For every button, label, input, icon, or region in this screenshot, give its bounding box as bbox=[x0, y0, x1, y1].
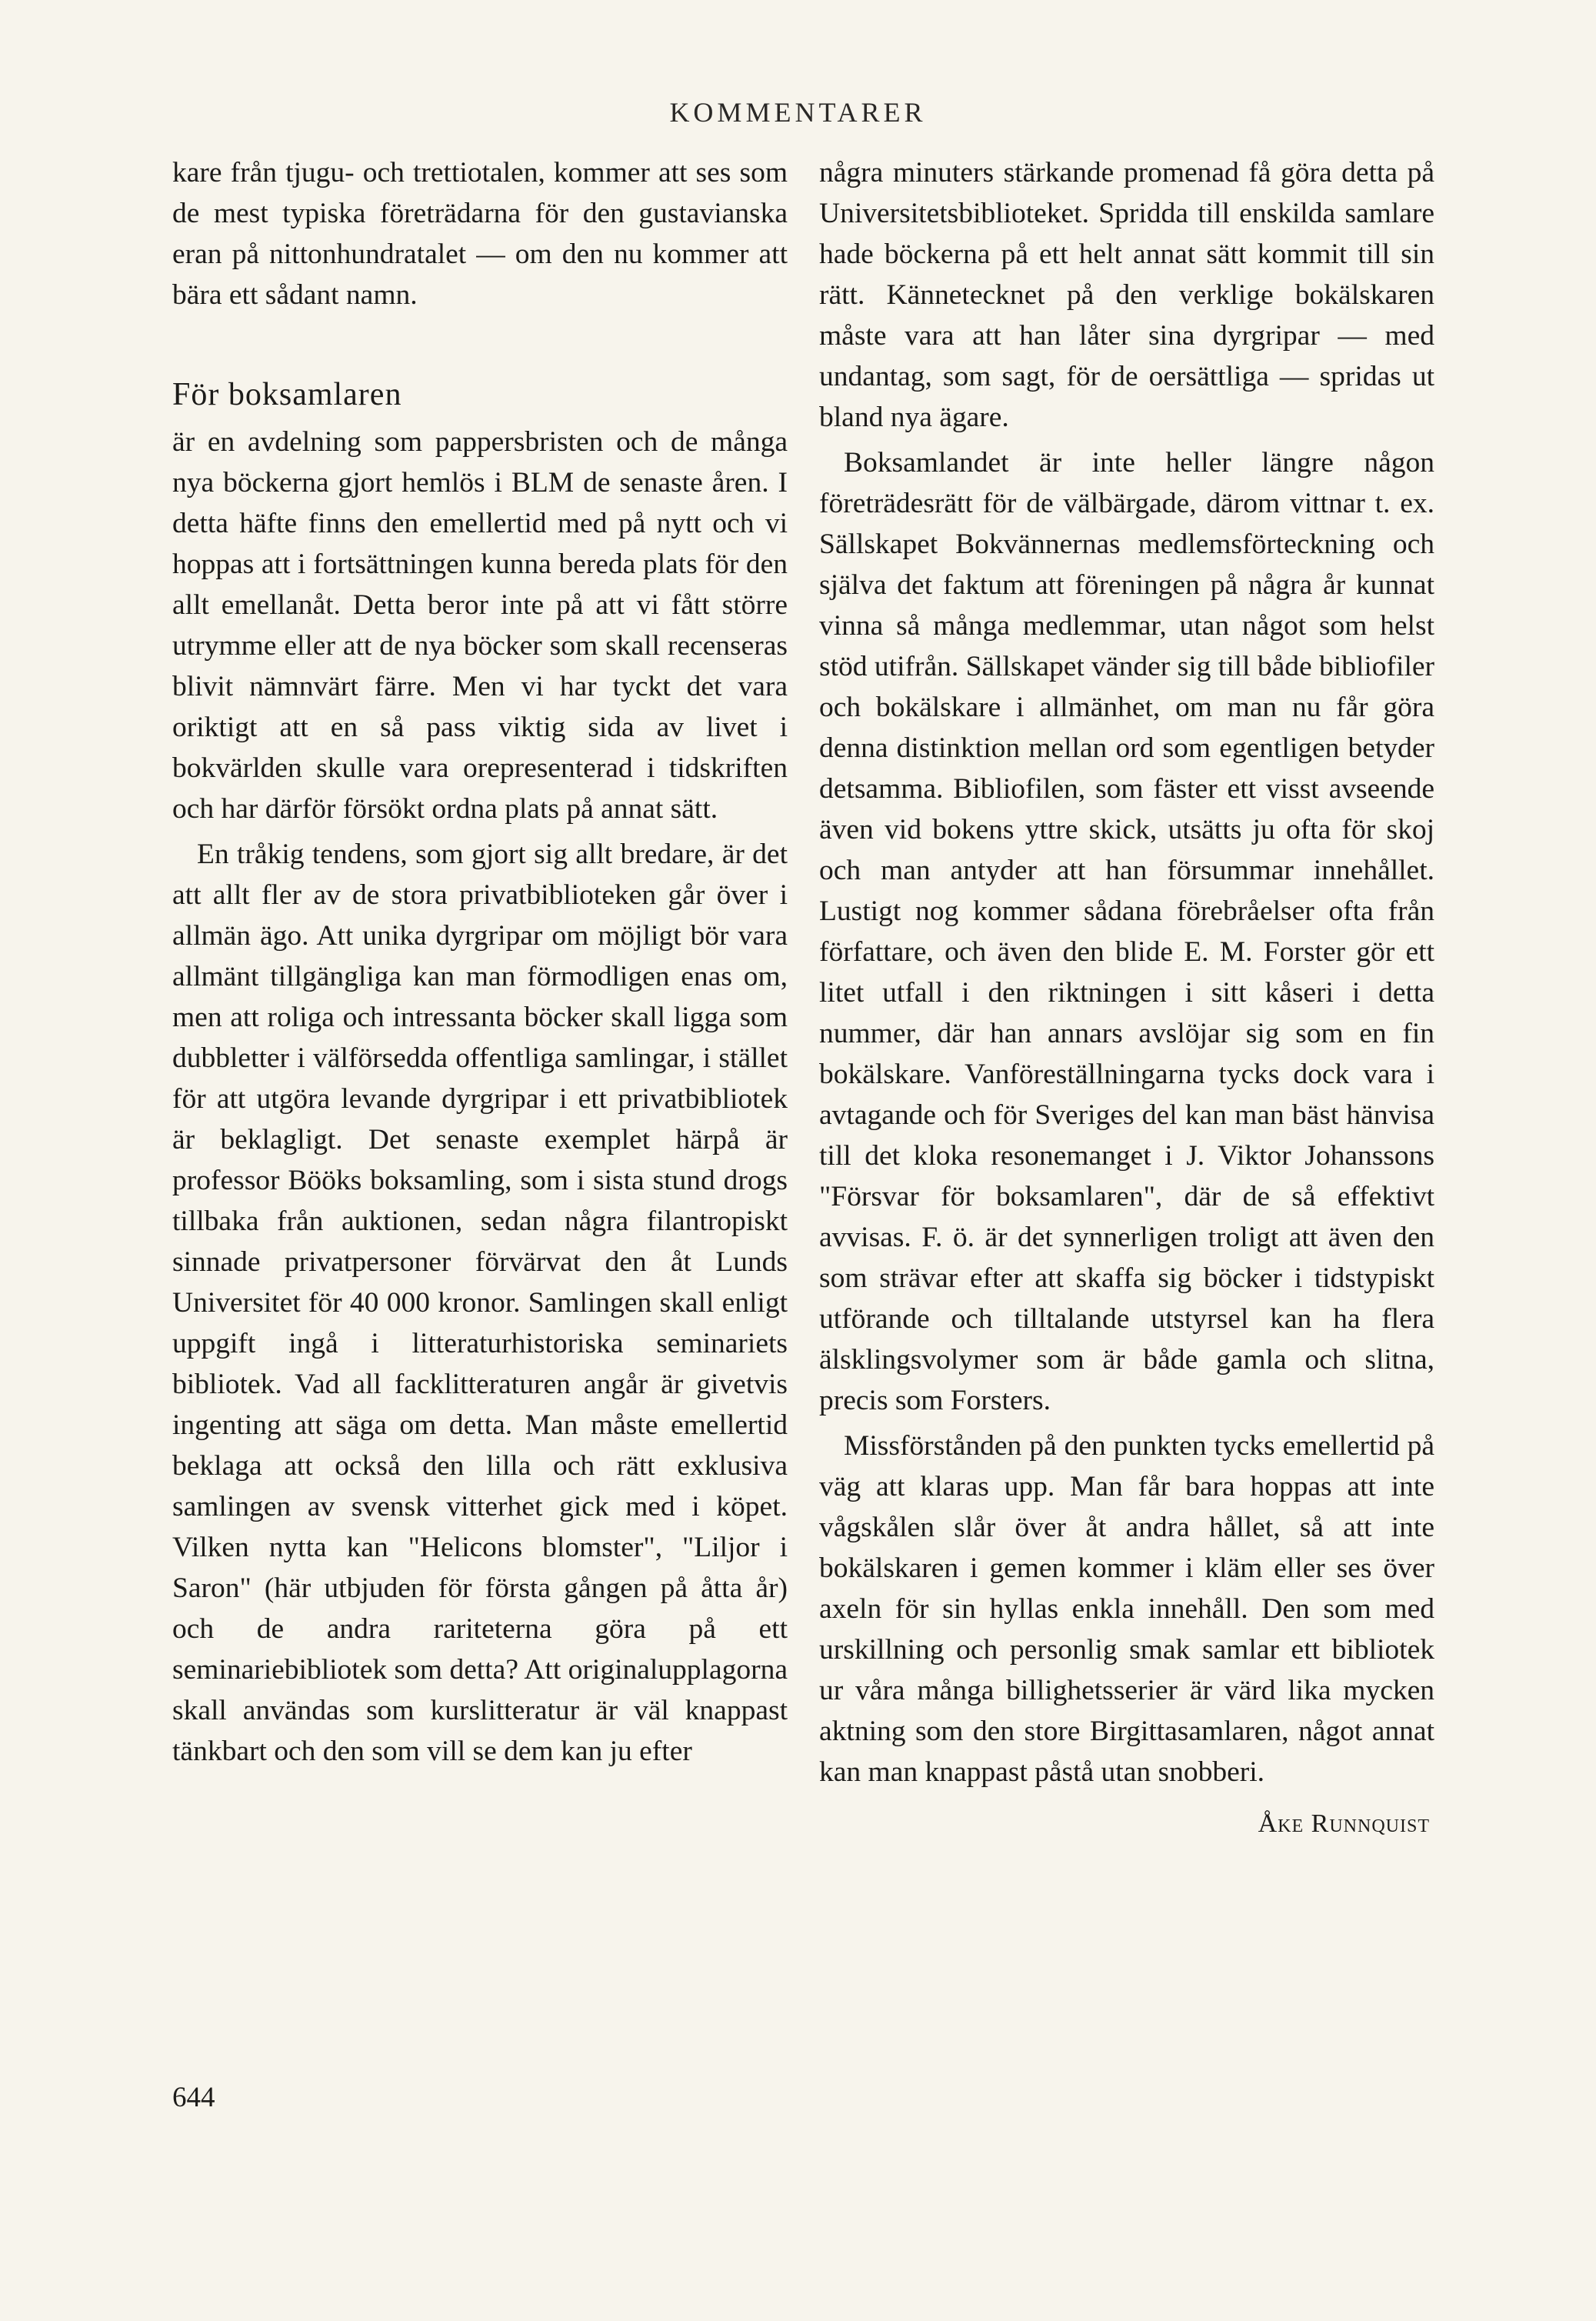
left-column bbox=[172, 152, 788, 1772]
author-signature: Åke Runnquist bbox=[1258, 1809, 1430, 1838]
right-paragraph-1: några minuters stärkande promenad få göra detta på Universitetsbiblioteket. Spridda till enskilda samlare hade böckerna på ett helt annat sätt kommit till sin rätt. Kännetecknet på den verklige bokälskaren måste vara att han låter sina dyrgripar — med undantag, som sagt, för de oersättliga — spridas ut bland nya ägare. bbox=[819, 157, 1434, 433]
section-heading: För boksamlaren bbox=[172, 377, 402, 412]
right-paragraph-2: Boksamlandet är inte heller längre någon företrädesrätt för de välbärgade, därom vittnar t. ex. Sällskapet Bokvännernas medlemsförteckning och själva det faktum att föreningen på några år kunnat vinna så många medlemmar, utan något som helst stöd utifrån. Sällskapet vänder sig till både bibliofiler och bokälskare i allmänhet, om man nu får göra denna distinktion mellan ord som egentligen betyder detsamma. Bibliofilen, som fäster ett visst avseende även vid bokens yttre skick, utsätts ju ofta för skoj och man antyder att han försummar innehållet. Lustigt nog kommer sådana förebråelser ofta från författare, och även den blide E. M. Forster gör ett litet utfall i den riktningen i sitt kåseri i detta nummer, där han annars avslöjar sig som en fin bokälskare. Vanföreställningarna tycks dock vara i avtagande och för Sveriges del kan man bäst hänvisa till det kloka resonemanget i J. Viktor Johanssons "Försvar för boksamlaren", där de så effektivt avvisas. F. ö. är det synnerligen troligt att även den som strävar efter att skaffa sig böcker i tidstypiskt utförande och tilltalande utstyrsel kan ha flera älsklingsvolymer som är både gamla och slitna, precis som Forsters. bbox=[819, 447, 1434, 1416]
page-number: 644 bbox=[172, 2082, 215, 2113]
running-head: KOMMENTARER bbox=[669, 97, 927, 128]
left-paragraph-1: kare från tjugu- och trettiotalen, kommer att ses som de mest typiska företrädarna för den gustavianska eran på nittonhundratalet — om den nu kommer att bära ett sådant namn. bbox=[172, 157, 788, 311]
right-paragraph-3: Missförstånden på den punkten tycks emellertid på väg att klaras upp. Man får bara hoppas att inte vågskålen slår över åt andra hållet, så att inte bokälskaren i gemen kommer i kläm eller ses över axeln för sin hyllas enkla innehåll. Den som med urskillning och personlig smak samlar ett bibliotek ur våra många billighetsserier är värd lika mycken aktning som den store Birgittasamlaren, något annat kan man knappast påstå utan snobberi. bbox=[819, 1430, 1434, 1788]
right-column bbox=[819, 152, 1434, 1844]
left-paragraph-3: En tråkig tendens, som gjort sig allt bredare, är det att allt fler av de stora privatbiblioteken går över i allmän ägo. Att unika dyrgripar om möjligt bör vara allmänt tillgängliga kan man förmodligen enas om, men att roliga och intressanta böcker skall ligga som dubbletter i välförsedda offentliga samlingar, i stället för att utgöra levande dyrgripar i ett privatbibliotek är beklagligt. Det senaste exemplet härpå är professor Bööks boksamling, som i sista stund drogs tillbaka från auktionen, sedan några filantropiskt sinnade privatpersoner förvärvat den åt Lunds Universitet för 40 000 kronor. Samlingen skall enligt uppgift ingå i litteraturhistoriska seminariets bibliotek. Vad all facklitteraturen angår är givetvis ingenting att säga om detta. Man måste emellertid beklaga att också den lilla och rätt exklusiva samlingen av svensk vitterhet gick med i köpet. Vilken nytta kan "Helicons blomster", "Liljor i Saron" (här utbjuden för första gången på åtta år) och de andra rariteterna göra på ett seminariebibliotek som detta? Att originalupplagorna skall användas som kurslitteratur är väl knappast tänkbart och den som vill se dem kan ju efter bbox=[172, 839, 788, 1767]
left-paragraph-2: är en avdelning som pappersbristen och de många nya böckerna gjort hemlös i BLM de senaste åren. I detta häfte finns den emellertid med på nytt och vi hoppas att i fortsättningen kunna bereda plats för den allt emellanåt. Detta beror inte på att vi fått större utrymme eller att de nya böcker som skall recenseras blivit nämnvärt färre. Men vi har tyckt det vara oriktigt att en så pass viktig sida av livet i bokvärlden skulle vara orepresenterad i tidskriften och har därför försökt ordna plats på annat sätt. bbox=[172, 426, 788, 825]
